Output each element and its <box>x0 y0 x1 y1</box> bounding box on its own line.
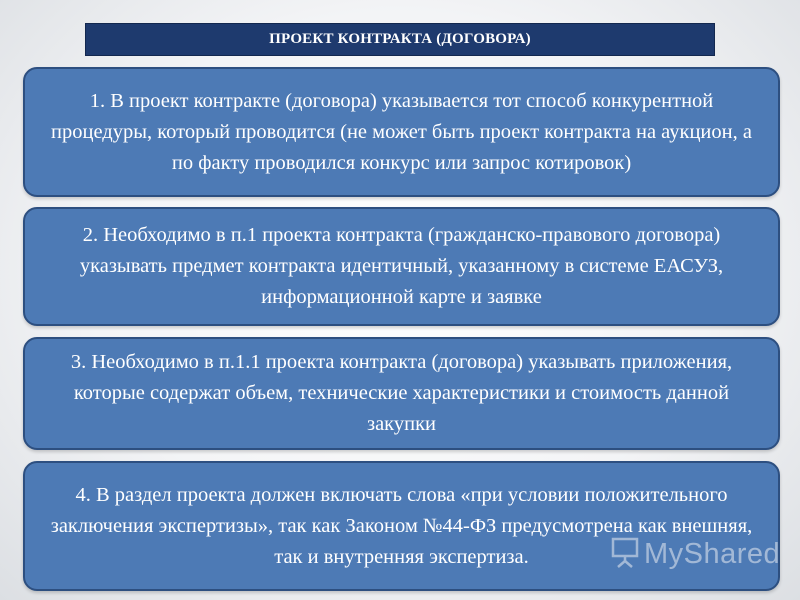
presentation-board-icon <box>610 536 640 573</box>
watermark-text: MyShared <box>644 537 781 570</box>
item-text-1: 1. В проект контракте (договора) указывается тот способ конкурентной процедуры, который проводится (не может быть проект контракта на аукцион, а по факту проводился конкурс или запрос котировок) <box>51 89 752 174</box>
watermark <box>610 536 780 572</box>
item-box-2 <box>23 207 780 326</box>
item-text-3: 3. Необходимо в п.1.1 проекта контракта (договора) указывать приложения, которые содержат объем, технические характеристики и стоимость данной закупки <box>70 351 733 435</box>
item-text-2: 2. Необходимо в п.1 проекта контракта (гражданско-правового договора) указывать предмет контракта идентичный, указанному в системе ЕАСУЗ, информационной карте и заявке <box>79 224 724 308</box>
item-box-3 <box>23 337 780 450</box>
page-title: ПРОЕКТ КОНТРАКТА (ДОГОВОРА) <box>269 31 531 47</box>
item-text-4: 4. В раздел проекта должен включать слова «при условии положительного заключения экспертизы», так как Законом №44-ФЗ предусмотрена как внешняя, так и внутренняя экспертиза. <box>50 483 753 568</box>
item-box-1 <box>23 67 780 197</box>
title-bar <box>85 23 715 56</box>
